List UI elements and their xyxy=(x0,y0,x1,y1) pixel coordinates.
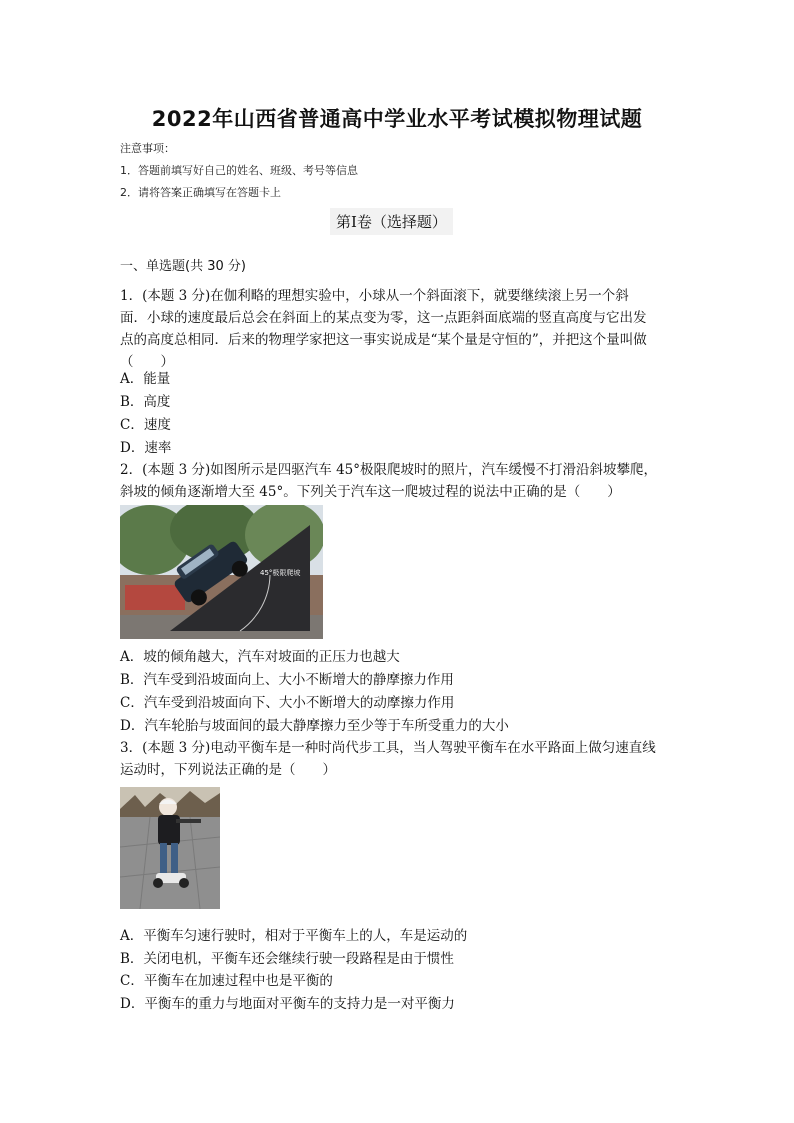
q2-option-d: D．汽车轮胎与坡面间的最大静摩擦力至少等于车所受重力的大小 xyxy=(120,718,509,734)
section-heading: 一、单选题(共 30 分) xyxy=(120,259,246,274)
page-title: 2022年山西省普通高中学业水平考试模拟物理试题 xyxy=(151,107,643,131)
question-line: 斜坡的倾角逐渐增大至 45°。下列关于汽车这一爬坡过程的说法中正确的是（ ） xyxy=(120,484,621,500)
question-line: 运动时，下列说法正确的是（ ） xyxy=(120,762,336,778)
q3-option-d: D．平衡车的重力与地面对平衡车的支持力是一对平衡力 xyxy=(120,996,455,1012)
q1-option-b: B．高度 xyxy=(120,394,171,410)
question-1-text xyxy=(120,285,680,373)
notice-heading: 注意事项： xyxy=(120,142,175,155)
question-line: 3．(本题 3 分)电动平衡车是一种时尚代步工具，当人驾驶平衡车在水平路面上做匀速直线 xyxy=(120,740,656,756)
question-2-text xyxy=(120,459,680,503)
q3-option-c: C．平衡车在加速过程中也是平衡的 xyxy=(120,973,333,989)
q1-option-d: D．速率 xyxy=(120,440,172,456)
car-climb-photo xyxy=(120,505,323,639)
q2-option-a: A．坡的倾角越大，汽车对坡面的正压力也越大 xyxy=(120,649,400,665)
question-3-text xyxy=(120,737,680,781)
part-label: 第I卷（选择题） xyxy=(330,208,453,235)
question-line: 面．小球的速度最后总会在斜面上的某点变为零，这一点距斜面底端的竖直高度与它出发 xyxy=(120,310,647,326)
q2-option-c: C．汽车受到沿坡面向下、大小不断增大的动摩擦力作用 xyxy=(120,695,455,711)
q3-option-a: A．平衡车匀速行驶时，相对于平衡车上的人，车是运动的 xyxy=(120,928,468,944)
slope-sign-text: 45°极限爬坡 xyxy=(260,569,301,577)
question-line: 1．(本题 3 分)在伽利略的理想实验中，小球从一个斜面滚下，就要继续滚上另一个斜 xyxy=(120,288,629,304)
question-line: 2．(本题 3 分)如图所示是四驱汽车 45°极限爬坡时的照片，汽车缓慢不打滑沿斜坡攀爬， xyxy=(120,462,658,478)
notice-item-2: 2．请将答案正确填写在答题卡上 xyxy=(120,186,281,199)
notice-item-1: 1．答题前填写好自己的姓名、班级、考号等信息 xyxy=(120,164,358,177)
question-line: 点的高度总相同．后来的物理学家把这一事实说成是“某个量是守恒的”，并把这个量叫做 xyxy=(120,332,647,348)
balance-scooter-photo xyxy=(120,787,220,909)
question-line: （ ） xyxy=(120,354,174,370)
q1-option-c: C．速度 xyxy=(120,417,171,433)
q1-option-a: A．能量 xyxy=(120,371,171,387)
q2-option-b: B．汽车受到沿坡面向上、大小不断增大的静摩擦力作用 xyxy=(120,672,454,688)
q3-option-b: B．关闭电机，平衡车还会继续行驶一段路程是由于惯性 xyxy=(120,951,454,967)
